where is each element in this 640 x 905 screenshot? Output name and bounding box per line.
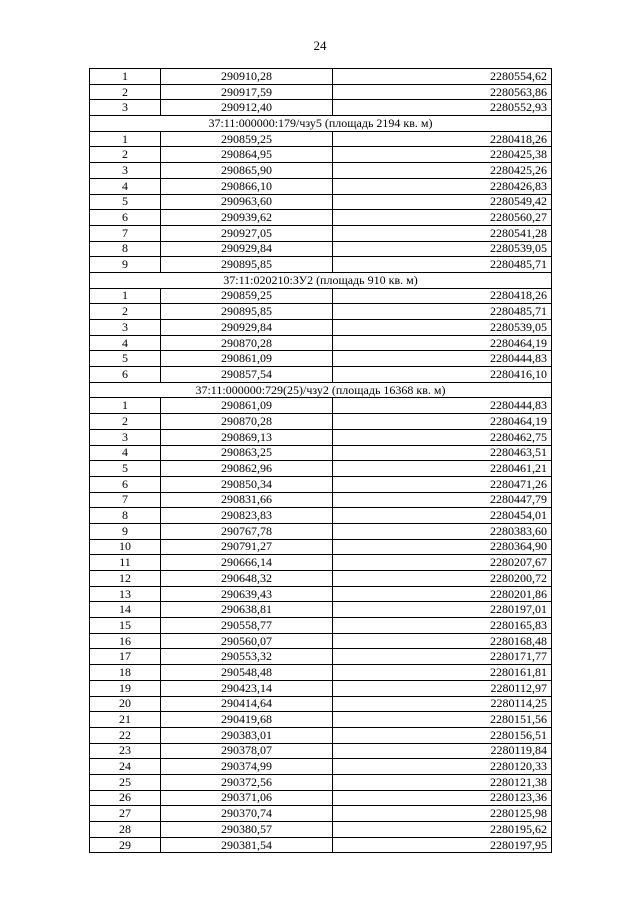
point-number-cell: 6 [90,367,161,383]
x-coordinate-cell: 290963,60 [161,194,333,210]
table-row [90,461,552,477]
x-coordinate-cell: 290865,90 [161,163,333,179]
y-coordinate-cell: 2280200,72 [333,571,552,587]
point-number-cell: 5 [90,351,161,367]
table-row [90,774,552,790]
table-row [90,649,552,665]
table-row [90,367,552,383]
y-coordinate-cell: 2280123,36 [333,790,552,806]
section-header-row [90,116,552,132]
x-coordinate-cell: 290791,27 [161,539,333,555]
y-coordinate-cell: 2280120,33 [333,759,552,775]
point-number-cell: 11 [90,555,161,571]
point-number-cell: 9 [90,523,161,539]
table-row [90,712,552,728]
x-coordinate-cell: 290862,96 [161,461,333,477]
x-coordinate-cell: 290378,07 [161,743,333,759]
point-number-cell: 3 [90,320,161,336]
point-number-cell: 4 [90,335,161,351]
table-row [90,288,552,304]
point-number-cell: 9 [90,257,161,273]
y-coordinate-cell: 2280539,05 [333,241,552,257]
table-row [90,210,552,226]
x-coordinate-cell: 290910,28 [161,69,333,85]
x-coordinate-cell: 290383,01 [161,727,333,743]
section-title: 37:11:000000:729(25)/чзу2 (площадь 16368 кв. м) [90,382,552,398]
y-coordinate-cell: 2280563,86 [333,84,552,100]
x-coordinate-cell: 290831,66 [161,492,333,508]
table-row [90,539,552,555]
x-coordinate-cell: 290558,77 [161,618,333,634]
y-coordinate-cell: 2280195,62 [333,822,552,838]
y-coordinate-cell: 2280156,51 [333,727,552,743]
x-coordinate-cell: 290381,54 [161,837,333,853]
x-coordinate-cell: 290553,32 [161,649,333,665]
x-coordinate-cell: 290866,10 [161,178,333,194]
table-row [90,665,552,681]
y-coordinate-cell: 2280464,19 [333,414,552,430]
x-coordinate-cell: 290414,64 [161,696,333,712]
table-row [90,84,552,100]
y-coordinate-cell: 2280485,71 [333,304,552,320]
table-row [90,445,552,461]
table-row [90,429,552,445]
section-title: 37:11:000000:179/чзу5 (площадь 2194 кв. м) [90,116,552,132]
x-coordinate-cell: 290917,59 [161,84,333,100]
point-number-cell: 14 [90,602,161,618]
point-number-cell: 5 [90,461,161,477]
table-row [90,822,552,838]
table-row [90,523,552,539]
y-coordinate-cell: 2280485,71 [333,257,552,273]
point-number-cell: 17 [90,649,161,665]
coordinates-table-body [90,69,552,853]
point-number-cell: 7 [90,225,161,241]
y-coordinate-cell: 2280418,26 [333,288,552,304]
table-row [90,163,552,179]
table-row [90,194,552,210]
table-row [90,69,552,85]
table-row [90,492,552,508]
table-row [90,618,552,634]
table-row [90,586,552,602]
x-coordinate-cell: 290859,25 [161,131,333,147]
table-row [90,304,552,320]
table-row [90,696,552,712]
y-coordinate-cell: 2280201,86 [333,586,552,602]
y-coordinate-cell: 2280425,26 [333,163,552,179]
table-row [90,414,552,430]
y-coordinate-cell: 2280125,98 [333,806,552,822]
point-number-cell: 2 [90,84,161,100]
y-coordinate-cell: 2280197,95 [333,837,552,853]
point-number-cell: 5 [90,194,161,210]
x-coordinate-cell: 290857,54 [161,367,333,383]
x-coordinate-cell: 290371,06 [161,790,333,806]
point-number-cell: 20 [90,696,161,712]
x-coordinate-cell: 290864,95 [161,147,333,163]
table-row [90,806,552,822]
table-row [90,790,552,806]
point-number-cell: 7 [90,492,161,508]
point-number-cell: 3 [90,429,161,445]
x-coordinate-cell: 290927,05 [161,225,333,241]
x-coordinate-cell: 290823,83 [161,508,333,524]
point-number-cell: 26 [90,790,161,806]
y-coordinate-cell: 2280165,83 [333,618,552,634]
table-row [90,398,552,414]
section-header-row [90,272,552,288]
point-number-cell: 1 [90,288,161,304]
y-coordinate-cell: 2280552,93 [333,100,552,116]
table-row [90,178,552,194]
y-coordinate-cell: 2280114,25 [333,696,552,712]
table-row [90,633,552,649]
section-title: 37:11:020210:ЗУ2 (площадь 910 кв. м) [90,272,552,288]
y-coordinate-cell: 2280119,84 [333,743,552,759]
x-coordinate-cell: 290380,57 [161,822,333,838]
section-header-row [90,382,552,398]
table-row [90,837,552,853]
table-row [90,131,552,147]
x-coordinate-cell: 290648,32 [161,571,333,587]
x-coordinate-cell: 290374,99 [161,759,333,775]
point-number-cell: 2 [90,304,161,320]
y-coordinate-cell: 2280454,01 [333,508,552,524]
table-row [90,680,552,696]
x-coordinate-cell: 290639,43 [161,586,333,602]
x-coordinate-cell: 290939,62 [161,210,333,226]
x-coordinate-cell: 290548,48 [161,665,333,681]
table-row [90,743,552,759]
table-row [90,351,552,367]
y-coordinate-cell: 2280425,38 [333,147,552,163]
point-number-cell: 16 [90,633,161,649]
table-row [90,100,552,116]
point-number-cell: 19 [90,680,161,696]
x-coordinate-cell: 290859,25 [161,288,333,304]
point-number-cell: 6 [90,210,161,226]
point-number-cell: 24 [90,759,161,775]
x-coordinate-cell: 290912,40 [161,100,333,116]
point-number-cell: 18 [90,665,161,681]
y-coordinate-cell: 2280197,01 [333,602,552,618]
x-coordinate-cell: 290929,84 [161,241,333,257]
x-coordinate-cell: 290423,14 [161,680,333,696]
table-row [90,555,552,571]
x-coordinate-cell: 290850,34 [161,476,333,492]
point-number-cell: 15 [90,618,161,634]
table-row [90,727,552,743]
y-coordinate-cell: 2280461,21 [333,461,552,477]
point-number-cell: 2 [90,414,161,430]
y-coordinate-cell: 2280554,62 [333,69,552,85]
x-coordinate-cell: 290372,56 [161,774,333,790]
table-row [90,225,552,241]
x-coordinate-cell: 290419,68 [161,712,333,728]
point-number-cell: 8 [90,508,161,524]
table-row [90,320,552,336]
y-coordinate-cell: 2280426,83 [333,178,552,194]
point-number-cell: 10 [90,539,161,555]
y-coordinate-cell: 2280462,75 [333,429,552,445]
page-number: 24 [313,38,327,53]
y-coordinate-cell: 2280549,42 [333,194,552,210]
y-coordinate-cell: 2280471,26 [333,476,552,492]
table-row [90,759,552,775]
table-row [90,571,552,587]
point-number-cell: 3 [90,100,161,116]
y-coordinate-cell: 2280541,28 [333,225,552,241]
table-row [90,476,552,492]
point-number-cell: 4 [90,178,161,194]
x-coordinate-cell: 290869,13 [161,429,333,445]
x-coordinate-cell: 290895,85 [161,257,333,273]
x-coordinate-cell: 290929,84 [161,320,333,336]
point-number-cell: 8 [90,241,161,257]
x-coordinate-cell: 290666,14 [161,555,333,571]
table-row [90,602,552,618]
x-coordinate-cell: 290638,81 [161,602,333,618]
x-coordinate-cell: 290370,74 [161,806,333,822]
point-number-cell: 2 [90,147,161,163]
x-coordinate-cell: 290870,28 [161,335,333,351]
y-coordinate-cell: 2280447,79 [333,492,552,508]
y-coordinate-cell: 2280151,56 [333,712,552,728]
point-number-cell: 12 [90,571,161,587]
coordinates-table [89,68,552,853]
point-number-cell: 1 [90,398,161,414]
point-number-cell: 4 [90,445,161,461]
point-number-cell: 25 [90,774,161,790]
point-number-cell: 28 [90,822,161,838]
y-coordinate-cell: 2280539,05 [333,320,552,336]
x-coordinate-cell: 290863,25 [161,445,333,461]
table-row [90,241,552,257]
point-number-cell: 3 [90,163,161,179]
point-number-cell: 22 [90,727,161,743]
point-number-cell: 21 [90,712,161,728]
y-coordinate-cell: 2280121,38 [333,774,552,790]
y-coordinate-cell: 2280171,77 [333,649,552,665]
y-coordinate-cell: 2280444,83 [333,398,552,414]
y-coordinate-cell: 2280560,27 [333,210,552,226]
y-coordinate-cell: 2280416,10 [333,367,552,383]
y-coordinate-cell: 2280364,90 [333,539,552,555]
point-number-cell: 27 [90,806,161,822]
point-number-cell: 23 [90,743,161,759]
point-number-cell: 1 [90,69,161,85]
y-coordinate-cell: 2280112,97 [333,680,552,696]
table-row [90,335,552,351]
y-coordinate-cell: 2280168,48 [333,633,552,649]
y-coordinate-cell: 2280463,51 [333,445,552,461]
y-coordinate-cell: 2280418,26 [333,131,552,147]
x-coordinate-cell: 290560,07 [161,633,333,649]
point-number-cell: 13 [90,586,161,602]
y-coordinate-cell: 2280383,60 [333,523,552,539]
x-coordinate-cell: 290767,78 [161,523,333,539]
x-coordinate-cell: 290861,09 [161,398,333,414]
point-number-cell: 29 [90,837,161,853]
table-row [90,508,552,524]
y-coordinate-cell: 2280444,83 [333,351,552,367]
x-coordinate-cell: 290861,09 [161,351,333,367]
y-coordinate-cell: 2280207,67 [333,555,552,571]
y-coordinate-cell: 2280464,19 [333,335,552,351]
x-coordinate-cell: 290895,85 [161,304,333,320]
y-coordinate-cell: 2280161,81 [333,665,552,681]
point-number-cell: 1 [90,131,161,147]
table-row [90,257,552,273]
x-coordinate-cell: 290870,28 [161,414,333,430]
table-row [90,147,552,163]
point-number-cell: 6 [90,476,161,492]
